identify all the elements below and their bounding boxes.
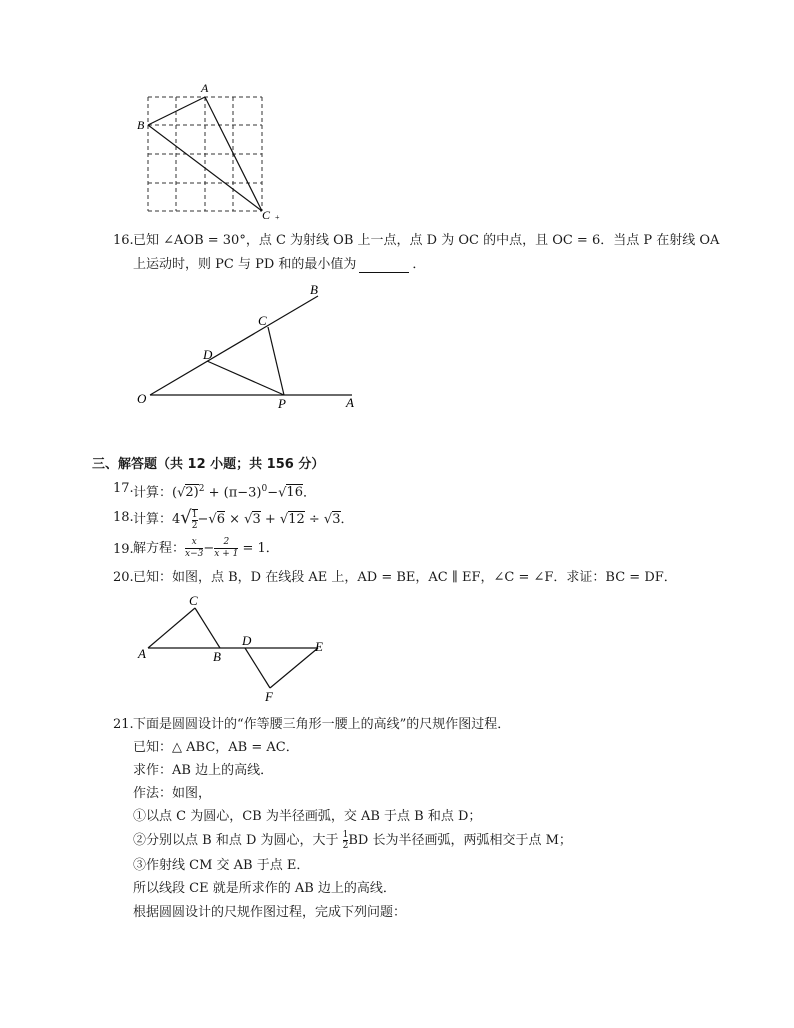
q21-step2 xyxy=(133,829,572,853)
frac-den: x−3 xyxy=(185,549,204,559)
label-p: P xyxy=(278,396,286,411)
q17-radicand2: 16 xyxy=(286,485,303,501)
sqrt-sign: √ xyxy=(323,512,333,527)
q20-number: 20. xyxy=(113,570,134,585)
q16-line2 xyxy=(133,257,425,273)
section-heading: 三、解答题（共 12 小题；共 156 分） xyxy=(92,457,325,472)
q18-end: ． xyxy=(340,512,354,527)
frac-num: x xyxy=(185,537,203,549)
q19-prefix: 解方程： xyxy=(133,541,186,556)
segment-ac xyxy=(148,608,195,648)
grid-lines xyxy=(148,97,262,211)
sqrt-sign: √ xyxy=(208,512,217,527)
frac-den: 2 xyxy=(342,841,349,851)
q21-step3: ③作射线 CM 交 AB 于点 E． xyxy=(133,858,310,873)
q18-number: 18. xyxy=(113,510,134,525)
q19-text xyxy=(133,535,279,563)
sqrt-sign: √ xyxy=(279,512,289,527)
q18-r6: 6 xyxy=(216,512,225,527)
q21-task: 根据圆圆设计的尺规作图过程，完成下列问题： xyxy=(133,905,407,920)
segment-cb xyxy=(195,608,220,648)
answer-blank xyxy=(359,259,409,273)
q17-number: 17. xyxy=(113,481,134,496)
q17-text xyxy=(133,481,316,501)
label-a: A xyxy=(138,646,146,661)
segment-cp xyxy=(268,327,284,395)
q17-term2: + (π−3) xyxy=(204,485,262,501)
label-c: C xyxy=(189,593,198,608)
segment-fe xyxy=(270,648,318,688)
q19-minus: − xyxy=(203,541,215,556)
q18-times: × xyxy=(224,512,245,527)
q21-given: 已知：△ ABC，AB = AC． xyxy=(133,740,299,755)
q16-line1: 已知 ∠AOB = 30°，点 C 为射线 OB 上一点，点 D 为 OC 的中点，且 OC = 6．当点 P 在射线 OA xyxy=(133,233,720,248)
q18-minus: − xyxy=(197,512,209,527)
q18-r3: 3 xyxy=(252,512,261,527)
q16-line2-text: 上运动时，则 PC 与 PD 和的最小值为 xyxy=(133,257,357,272)
q17-paren: ( xyxy=(172,485,178,501)
label-d: D xyxy=(203,347,213,362)
frac-den: 2 xyxy=(191,520,198,531)
label-b: B xyxy=(310,282,318,297)
sqrt-sign: √ xyxy=(177,485,186,501)
frac-num: 1 xyxy=(342,830,349,840)
label-b: B xyxy=(213,649,221,664)
q18-plus: + xyxy=(260,512,280,527)
step2-text-b: BD 长为半径画弧，两弧相交于点 M； xyxy=(348,833,572,848)
q17-exp0: 0 xyxy=(261,484,268,494)
label-f: F xyxy=(265,689,273,704)
label-e: E xyxy=(315,639,323,654)
segment-dp xyxy=(207,361,284,395)
q19-fraction1 xyxy=(185,537,203,560)
q16-line2-end: ． xyxy=(412,257,426,272)
q21-find: 求作：AB 边上的高线． xyxy=(133,763,274,778)
label-c: C xyxy=(258,313,267,328)
q19-fraction2 xyxy=(214,537,238,560)
label-c: C xyxy=(262,208,271,222)
sqrt-sign: √ xyxy=(244,512,253,527)
grid-figure xyxy=(130,78,290,226)
frac-num: 1 xyxy=(191,509,198,520)
label-d: D xyxy=(242,633,252,648)
q19-number: 19. xyxy=(113,542,134,557)
q21-conclusion: 所以线段 CE 就是所求作的 AB 边上的高线． xyxy=(133,881,396,896)
q19-rhs: = 1． xyxy=(238,541,279,556)
sqrt-sign: √ xyxy=(278,485,287,501)
segment-df xyxy=(245,648,270,688)
q18-div: ÷ xyxy=(304,512,324,527)
label-a: A xyxy=(346,395,354,410)
triangles-figure xyxy=(135,590,335,705)
step2-text-a: ②分别以点 B 和点 D 为圆心，大于 xyxy=(133,833,343,848)
q21-number: 21. xyxy=(113,717,134,732)
ray-ob xyxy=(150,296,318,395)
q17-prefix: 计算： xyxy=(133,485,173,501)
q21-intro: 下面是圆圆设计的“作等腰三角形一腰上的高线”的尺规作图过程． xyxy=(133,717,511,732)
q16-number: 16. xyxy=(113,233,134,248)
label-c-mark: + xyxy=(275,213,280,222)
q18-r3b: 3 xyxy=(332,512,341,527)
frac-den: x + 1 xyxy=(214,549,239,559)
label-o: O xyxy=(137,391,147,406)
q18-prefix: 计算：4 xyxy=(133,512,181,527)
angle-figure xyxy=(130,282,370,412)
q18-r12: 12 xyxy=(288,512,305,527)
q17-minus: − xyxy=(267,485,279,501)
q21-method: 作法：如图， xyxy=(133,786,212,801)
label-a: A xyxy=(201,81,209,95)
q17-radicand: 2) xyxy=(185,485,199,501)
q17-exp2: 2 xyxy=(198,484,205,494)
frac-num: 2 xyxy=(214,537,238,549)
q18-text xyxy=(133,505,354,533)
label-b: B xyxy=(137,118,145,132)
q21-step1: ①以点 C 为圆心，CB 为半径画弧，交 AB 于点 B 和点 D； xyxy=(133,809,482,824)
q17-end: ． xyxy=(302,485,316,501)
q20-text: 已知：如图，点 B，D 在线段 AE 上，AD = BE，AC ∥ EF，∠C = ∠F．求证：BC = DF． xyxy=(133,570,677,585)
sqrt-sign: √ xyxy=(180,507,192,528)
